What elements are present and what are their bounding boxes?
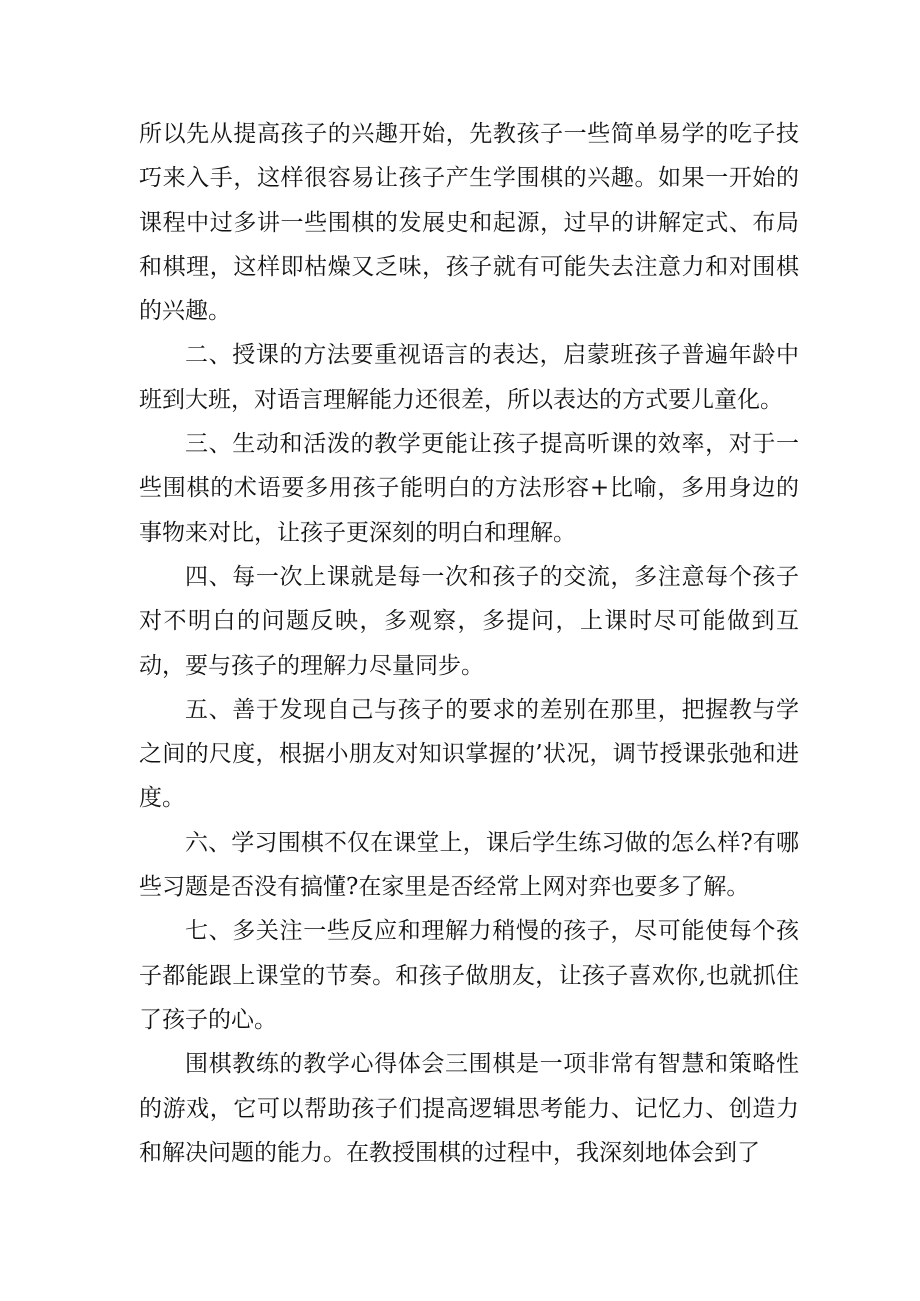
- paragraph-point-6: 六、学习围棋不仅在课堂上，课后学生练习做的怎么样?有哪些习题是否没有搞懂?在家里是否经常上网对弈也要多了解。: [139, 829, 799, 901]
- paragraph-point-4: 四、每一次上课就是每一次和孩子的交流，多注意每个孩子对不明白的问题反映，多观察，多提问，上课时尽可能做到互动，要与孩子的理解力尽量同步。: [139, 563, 799, 679]
- paragraph-interest: 所以先从提高孩子的兴趣开始，先教孩子一些简单易学的吃子技巧来入手，这样很容易让孩子产生学围棋的兴趣。如果一开始的课程中过多讲一些围棋的发展史和起源，过早的讲解定式、布局和棋理，这样即枯燥又乏味，孩子就有可能失去注意力和对围棋的兴趣。: [139, 121, 799, 325]
- paragraph-section-3-intro: 围棋教练的教学心得体会三围棋是一项非常有智慧和策略性的游戏，它可以帮助孩子们提高逻辑思考能力、记忆力、创造力和解决问题的能力。在教授围棋的过程中，我深刻地体会到了: [139, 1051, 799, 1166]
- document-body: [139, 112, 799, 1175]
- paragraph-point-7: 七、多关注一些反应和理解力稍慢的孩子，尽可能使每个孩子都能跟上课堂的节奏。和孩子做朋友，让孩子喜欢你,也就抓住了孩子的心。: [139, 918, 799, 1033]
- paragraph-point-5: 五、善于发现自己与孩子的要求的差别在那里，把握教与学之间的尺度，根据小朋友对知识掌握的’状况，调节授课张弛和进度。: [139, 696, 799, 812]
- paragraph-point-3: 三、生动和活泼的教学更能让孩子提高听课的效率，对于一些围棋的术语要多用孩子能明白的方法形容+比喻，多用身边的事物来对比，让孩子更深刻的明白和理解。: [139, 431, 799, 546]
- paragraph-point-2: 二、授课的方法要重视语言的表达，启蒙班孩子普遍年龄中班到大班，对语言理解能力还很差，所以表达的方式要儿童化。: [139, 342, 799, 413]
